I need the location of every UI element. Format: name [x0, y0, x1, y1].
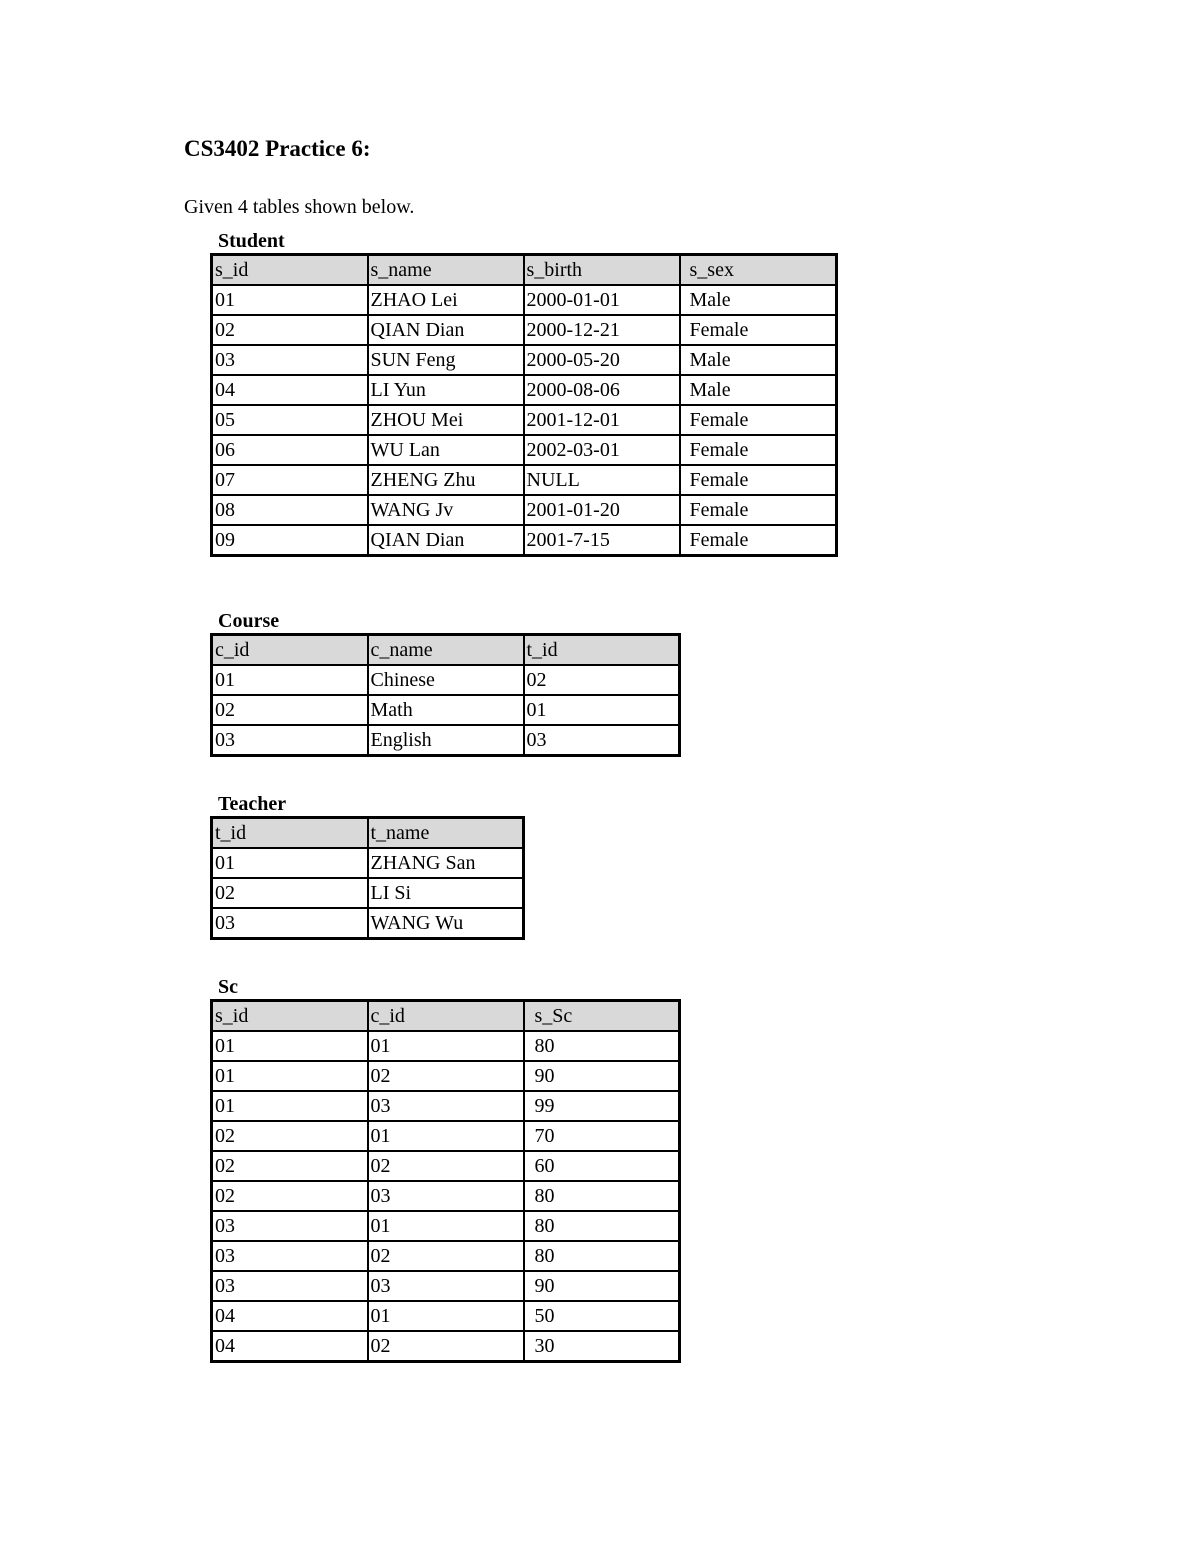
- table-row: [212, 465, 837, 495]
- table-cell: 04: [212, 1331, 368, 1362]
- table-cell: ZHANG San: [368, 848, 524, 878]
- table-cell: 02: [212, 1181, 368, 1211]
- table-row: [212, 1271, 680, 1301]
- table-cell: 02: [524, 665, 680, 695]
- table-row: [212, 878, 524, 908]
- column-header-s-sex: s_sex: [680, 255, 837, 286]
- table-cell: 2002-03-01: [524, 435, 680, 465]
- column-header-s-id: s_id: [212, 1001, 368, 1032]
- teacher-table: [210, 816, 525, 940]
- table-cell: Female: [680, 435, 837, 465]
- table-cell: 80: [524, 1181, 680, 1211]
- table-row: [212, 345, 837, 375]
- table-cell: 02: [212, 1121, 368, 1151]
- course-table: [210, 633, 681, 757]
- table-cell: 01: [212, 1061, 368, 1091]
- student-table-block: [210, 229, 838, 557]
- table-cell: 99: [524, 1091, 680, 1121]
- column-header-c-name: c_name: [368, 635, 524, 666]
- table-cell: 02: [368, 1331, 524, 1362]
- table-cell: 03: [212, 345, 368, 375]
- table-cell: QIAN Dian: [368, 525, 524, 556]
- table-row: [212, 435, 837, 465]
- table-cell: ZHAO Lei: [368, 285, 524, 315]
- table-cell: ZHOU Mei: [368, 405, 524, 435]
- table-row: [212, 525, 837, 556]
- table-cell: 04: [212, 375, 368, 405]
- table-row: [212, 1331, 680, 1362]
- table-cell: WU Lan: [368, 435, 524, 465]
- table-cell: 07: [212, 465, 368, 495]
- table-row: [212, 1061, 680, 1091]
- table-cell: 01: [212, 1091, 368, 1121]
- table-cell: Female: [680, 465, 837, 495]
- teacher-table-block: [210, 792, 525, 940]
- table-row: [212, 315, 837, 345]
- table-header-row: [212, 818, 524, 849]
- table-cell: 2000-05-20: [524, 345, 680, 375]
- table-cell: English: [368, 725, 524, 756]
- table-cell: 01: [368, 1211, 524, 1241]
- table-cell: 90: [524, 1061, 680, 1091]
- table-cell: 30: [524, 1331, 680, 1362]
- table-cell: 50: [524, 1301, 680, 1331]
- table-cell: 01: [524, 695, 680, 725]
- table-cell: 03: [368, 1091, 524, 1121]
- column-header-t-id: t_id: [212, 818, 368, 849]
- table-cell: Female: [680, 525, 837, 556]
- table-header-row: [212, 1001, 680, 1032]
- table-row: [212, 908, 524, 939]
- sc-table: [210, 999, 681, 1363]
- table-cell: WANG Jv: [368, 495, 524, 525]
- table-cell: 90: [524, 1271, 680, 1301]
- table-cell: 01: [212, 285, 368, 315]
- table-cell: 04: [212, 1301, 368, 1331]
- table-header-row: [212, 635, 680, 666]
- table-cell: 80: [524, 1241, 680, 1271]
- column-header-c-id: c_id: [368, 1001, 524, 1032]
- table-cell: 01: [368, 1121, 524, 1151]
- table-row: [212, 1211, 680, 1241]
- document-title: CS3402 Practice 6:: [184, 136, 371, 161]
- table-cell: 02: [212, 878, 368, 908]
- table-cell: 2001-7-15: [524, 525, 680, 556]
- course-table-block: [210, 609, 681, 757]
- table-cell: Male: [680, 345, 837, 375]
- table-row: [212, 495, 837, 525]
- table-cell: 03: [212, 1241, 368, 1271]
- table-cell: 2000-12-21: [524, 315, 680, 345]
- table-cell: 2000-01-01: [524, 285, 680, 315]
- table-row: [212, 1181, 680, 1211]
- table-cell: 60: [524, 1151, 680, 1181]
- table-cell: WANG Wu: [368, 908, 524, 939]
- table-cell: 02: [212, 695, 368, 725]
- table-cell: 01: [368, 1301, 524, 1331]
- table-row: [212, 725, 680, 756]
- table-cell: Male: [680, 375, 837, 405]
- table-cell: 06: [212, 435, 368, 465]
- table-cell: Math: [368, 695, 524, 725]
- table-cell: Male: [680, 285, 837, 315]
- column-header-s-sc: s_Sc: [524, 1001, 680, 1032]
- table-cell: 03: [368, 1271, 524, 1301]
- table-row: [212, 1031, 680, 1061]
- table-cell: 01: [212, 665, 368, 695]
- table-cell: 02: [368, 1061, 524, 1091]
- table-cell: NULL: [524, 465, 680, 495]
- table-cell: 02: [368, 1241, 524, 1271]
- table-cell: LI Yun: [368, 375, 524, 405]
- intro-text: Given 4 tables shown below.: [184, 196, 415, 218]
- table-cell: 02: [368, 1151, 524, 1181]
- table-row: [212, 285, 837, 315]
- table-header-row: [212, 255, 837, 286]
- table-cell: 08: [212, 495, 368, 525]
- teacher-table-caption: Teacher: [218, 793, 287, 815]
- table-row: [212, 1241, 680, 1271]
- table-cell: 03: [212, 725, 368, 756]
- table-cell: 03: [368, 1181, 524, 1211]
- table-cell: 2001-12-01: [524, 405, 680, 435]
- table-cell: 2001-01-20: [524, 495, 680, 525]
- table-cell: 02: [212, 1151, 368, 1181]
- table-cell: ZHENG Zhu: [368, 465, 524, 495]
- student-table-caption: Student: [218, 230, 285, 252]
- student-table: [210, 253, 838, 557]
- column-header-c-id: c_id: [212, 635, 368, 666]
- column-header-t-name: t_name: [368, 818, 524, 849]
- table-row: [212, 375, 837, 405]
- table-cell: 03: [212, 1211, 368, 1241]
- table-cell: SUN Feng: [368, 345, 524, 375]
- table-cell: 05: [212, 405, 368, 435]
- table-row: [212, 1301, 680, 1331]
- course-table-caption: Course: [218, 610, 280, 632]
- column-header-s-id: s_id: [212, 255, 368, 286]
- table-cell: 80: [524, 1211, 680, 1241]
- table-row: [212, 848, 524, 878]
- table-cell: 02: [212, 315, 368, 345]
- table-cell: 03: [212, 908, 368, 939]
- column-header-s-birth: s_birth: [524, 255, 680, 286]
- sc-table-block: [210, 975, 681, 1363]
- sc-table-caption: Sc: [218, 976, 238, 998]
- table-cell: Female: [680, 405, 837, 435]
- table-cell: LI Si: [368, 878, 524, 908]
- table-row: [212, 695, 680, 725]
- table-row: [212, 405, 837, 435]
- table-cell: Female: [680, 495, 837, 525]
- table-cell: Female: [680, 315, 837, 345]
- column-header-s-name: s_name: [368, 255, 524, 286]
- table-row: [212, 665, 680, 695]
- table-row: [212, 1091, 680, 1121]
- table-cell: 01: [212, 1031, 368, 1061]
- table-cell: 80: [524, 1031, 680, 1061]
- column-header-t-id: t_id: [524, 635, 680, 666]
- table-cell: 2000-08-06: [524, 375, 680, 405]
- table-row: [212, 1151, 680, 1181]
- table-row: [212, 1121, 680, 1151]
- table-cell: 01: [212, 848, 368, 878]
- table-cell: 03: [212, 1271, 368, 1301]
- table-cell: QIAN Dian: [368, 315, 524, 345]
- table-cell: 70: [524, 1121, 680, 1151]
- table-cell: 03: [524, 725, 680, 756]
- table-cell: 09: [212, 525, 368, 556]
- table-cell: Chinese: [368, 665, 524, 695]
- table-cell: 01: [368, 1031, 524, 1061]
